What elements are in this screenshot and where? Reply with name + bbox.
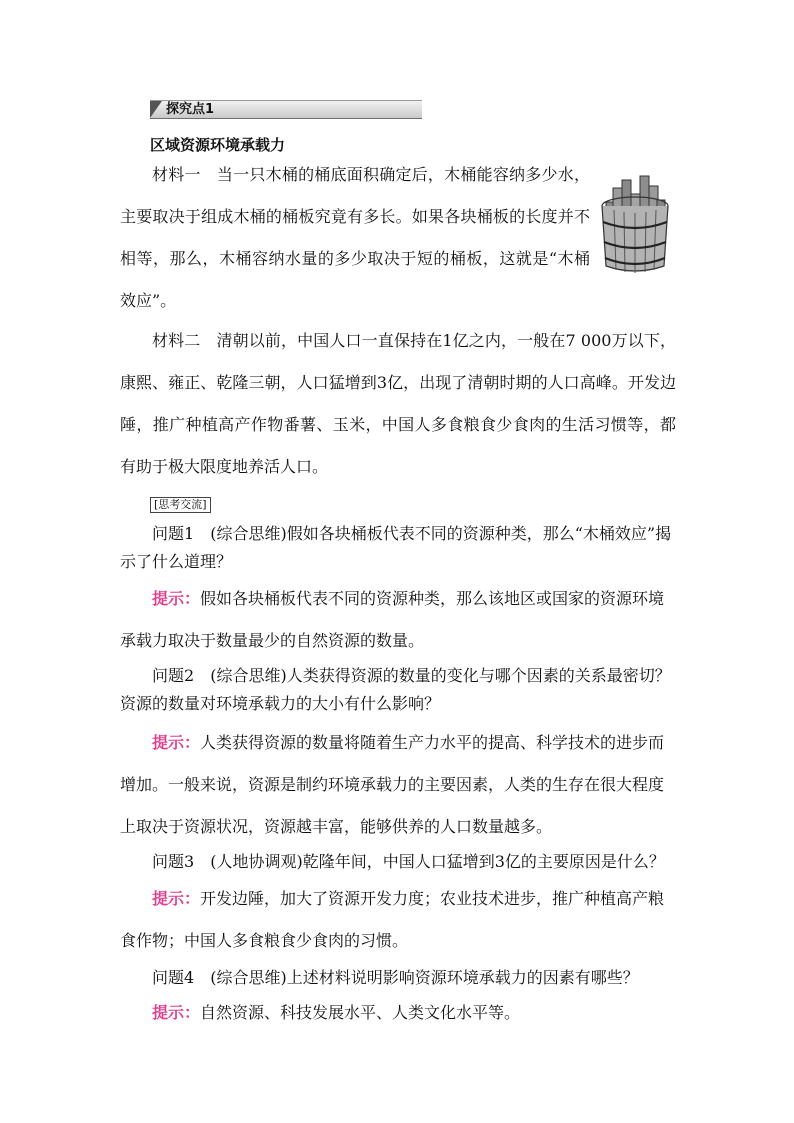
question-1-text: 假如各块桶板代表不同的资源种类，那么“木桶效应”揭示了什么道理？ [120,524,672,571]
hint-1 [120,578,676,662]
question-3-number: 问题3 [152,852,195,871]
hint-2-text: 人类获得资源的数量将随着生产力水平的提高、科学技术的进步而增加。一般来说，资源是制约环境承载力的主要因素，人类的生存在很大程度上取决于资源状况，资源越丰富，能够供养的人口数量越多。 [120,733,665,836]
hint-2-label: 提示： [152,733,201,752]
material-one-paragraph [120,154,590,322]
hint-4-label: 提示： [152,1003,201,1022]
question-2-number: 问题2 [152,666,195,685]
wooden-bucket-image [596,174,674,274]
material-two-text: 清朝以前，中国人口一直保持在1亿之内，一般在7 000万以下，康熙、雍正、乾隆三朝，人口猛增到3亿，出现了清朝时期的人口高峰。开发边陲，推广种植高产作物番薯、玉米，中国人多食粮食少食肉的生活习惯等，都有助于极大限度地养活人口。 [120,331,676,476]
hint-4 [120,992,676,1034]
question-4-text: 上述材料说明影响资源环境承载力的因素有哪些？ [286,968,639,987]
material-one-text: 当一只木桶的桶底面积确定后，木桶能容纳多少水，主要取决于组成木桶的桶板究竟有多长。如果各块桶板的长度并不相等，那么，木桶容纳水量的多少取决于短的桶板，这就是“木桶效应”。 [120,165,590,310]
question-4-tag: (综合思维) [210,968,287,987]
hint-1-text: 假如各块桶板代表不同的资源种类，那么该地区或国家的资源环境承载力取决于数量最少的自然资源的数量。 [120,589,665,650]
section-bar-triangle [150,101,162,118]
question-2-tag: (综合思维) [210,666,287,685]
question-3-text: 乾隆年间，中国人口猛增到3亿的主要原因是什么？ [302,852,665,871]
hint-4-text: 自然资源、科技发展水平、人类文化水平等。 [200,1003,521,1022]
section-label: 探究点1 [166,102,215,117]
question-4-number: 问题4 [152,968,195,987]
question-1 [120,520,676,576]
question-3 [120,848,676,876]
material-two-label: 材料二 [152,331,201,350]
think-exchange-text: 思考交流 [158,498,203,511]
material-one-label: 材料一 [152,165,201,184]
think-exchange-label: [思考交流] [150,497,211,513]
hint-3-text: 开发边陲，加大了资源开发力度；农业技术进步，推广种植高产粮食作物；中国人多食粮食少食肉的习惯。 [120,889,665,950]
question-4 [120,964,676,992]
question-3-tag: (人地协调观) [210,852,303,871]
material-two-paragraph [120,320,676,488]
question-1-number: 问题1 [152,524,195,543]
question-2 [120,662,676,718]
region-title: 区域资源环境承载力 [150,136,286,154]
question-1-tag: (综合思维) [210,524,287,543]
hint-3-label: 提示： [152,889,201,908]
section-header-bar [150,100,422,119]
hint-3 [120,878,676,962]
hint-2 [120,722,676,848]
hint-1-label: 提示： [152,589,201,608]
question-2-text: 人类获得资源的数量的变化与哪个因素的关系最密切？资源的数量对环境承载力的大小有什么影响？ [120,666,671,713]
